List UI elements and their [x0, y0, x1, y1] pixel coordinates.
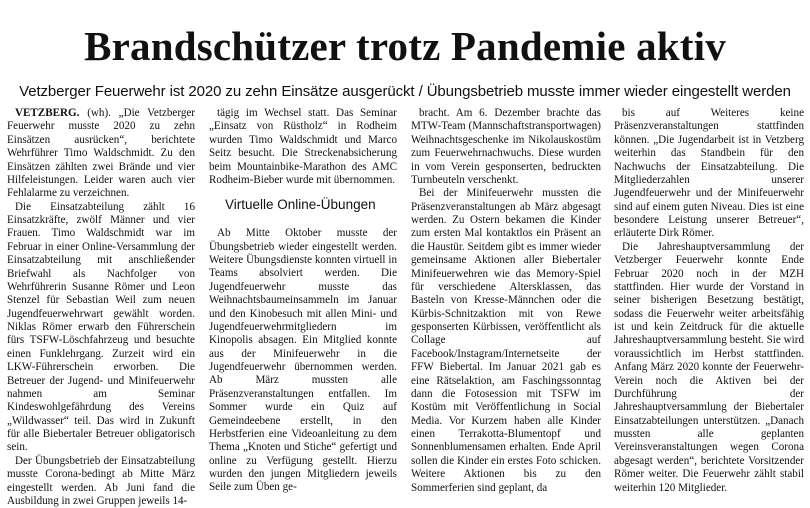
paragraph: bis auf Weiteres keine Präsenzveranstaltungen stattfinden können. „Die Jugendarbeit ist in Vetzberg weiterhin das Standbein für den Nachwuchs der Einsatzabteilung. Die Mitgliederzahlen unserer Jugendfeuerwehr und der Minifeuerwehr sind auf einem guten Niveau. Dies ist eine besondere Leistung unserer Betreuer“, erläuterte Dirk Römer. — [614, 107, 804, 240]
article-column-3 — [411, 107, 601, 495]
article-column-2 — [209, 107, 397, 495]
article-column-4 — [614, 107, 804, 495]
paragraph: Die Einsatzabteilung zählt 16 Einsatzkräfte, zwölf Männer und vier Frauen. Timo Waldschmidt war im Februar in einer Online-Versammlung der Einsatzabteilung mit anschließender Briefwahl als Nachfolger von Wehrführerin Susanne Römer und Leon Stenzel für Sebastian Weil zum neuen Jugendfeuerwehrwart gewählt worden. Niklas Römer erwarb den Führerschein fürs TSFW-Löschfahrzeug und besuchte einen Funklehrgang. Zurzeit wird ein LKW-Führerschein erworben. Die Betreuer der Jugend- und Minifeuerwehr nahmen am Seminar Kindeswohlgefährdung des Vereins „Wildwasser“ teil. Das wird in Zukunft für alle Biebertaler Betreuer obligatorisch sein. — [7, 200, 195, 454]
article-column-1 — [7, 107, 195, 508]
paragraph: Der Übungsbetrieb der Einsatzabteilung musste Corona-bedingt ab Mitte März eingestellt werden. Ab Juni fand die Ausbildung in zwei Gruppen jeweils 14- — [7, 454, 195, 507]
paragraph: tägig im Wechsel statt. Das Seminar „Einsatz von Rüstholz“ in Rodheim wurden Timo Waldschmidt und Marco Seitz besucht. Die Streckenabsicherung beim Mountainbike-Marathon des AMC Rodheim-Bieber wurde mit übernommen. — [209, 107, 397, 186]
paragraph: Die Jahreshauptversammlung der Vetzberger Feuerwehr konnte Ende Februar 2020 noch in der MZH stattfinden. Hier wurde der Vorstand in seiner bisherigen Besetzung bestätigt, sodass die Feuerwehr weiter arbeitsfähig ist und kein Zeitdruck für die aktuelle Jahreshauptversammlung besteht. Sie wird voraussichtlich im Herbst stattfinden. Anfang März 2020 konnte der Feuerwehr-Verein noch die Aktiven bei der Durchführung der Jahreshauptversammlung der Biebertaler Einsatzabteilungen unterstützen. „Danach mussten alle geplanten Vereinsveranstaltungen wegen Corona abgesagt werden“, berichtete Vorsitzender Römer weiter. Die Feuerwehr zählt stabil weiterhin 120 Mitglieder. — [614, 240, 804, 494]
dateline: VETZBERG. — [15, 107, 80, 119]
paragraph: bracht. Am 6. Dezember brachte das MTW-Team (Mannschaftstransportwagen) Weihnachtsgeschenke im Nikolauskostüm zum Feuerwehrnachwuchs. Diese wurden in vom Verein gesponserten, bedruckten Turnbeuteln verschenkt. — [411, 107, 601, 186]
section-heading: Virtuelle Online-Übungen — [225, 197, 376, 213]
article-subheadline: Vetzberger Feuerwehr ist 2020 zu zehn Einsätze ausgerückt / Übungsbetrieb musste immer wieder eingestellt werden — [19, 83, 791, 100]
paragraph: Ab Mitte Oktober musste der Übungsbetrieb wieder eingestellt werden. Weitere Übungsdienste konnten virtuell in Teams absolviert werden. Die Jugendfeuerwehr musste das Weihnachtsbaumeinsammeln im Januar und den Kinobesuch mit allen Mini- und Jugendfeuerwehrmitgliedern im Kinopolis absagen. Ein Mitglied konnte aus der Minifeuerwehr in die Jugendfeuerwehr übernommen werden. Ab März mussten alle Präsenzveranstaltungen entfallen. Im Sommer wurde ein Quiz auf Gemeindeebene erstellt, in den Herbstferien eine Videoanleitung zu dem Thema „Knoten und Stiche“ gefertigt und online zu Verfügung gestellt. Hierzu wurden den jungen Mitgliedern jeweils Seile zum Üben ge- — [209, 227, 397, 494]
paragraph-text: (wh). „Die Vetzberger Feuerwehr musste 2020 zu zehn Einsätzen ausrücken“, berichtete Wehrführer Timo Waldschmidt. Zu den Einsätzen zählten zwei Brände und vier Hilfeleistungen. Leider waren auch vier Fehlalarme zu verzeichnen. — [7, 107, 195, 200]
paragraph: Bei der Minifeuerwehr mussten die Präsenzveranstaltungen ab März abgesagt werden. Zu Ostern bekamen die Kinder zum ersten Mal kontaktlos ein Präsent an die Haustür. Seitdem gibt es immer wieder gemeinsame Aktionen aller Biebertaler Minifeuerwehren wie das Memory-Spiel für verschiedene Altersklassen, das Basteln von Kresse-Männchen oder die Kürbis-Schnitzaktion mit von Rewe gesponserten Kürbissen, veröffentlicht als Collage auf Facebook/Instagram/Internetseite der FFW Biebertal. Im Januar 2021 gab es eine Rätselaktion, am Faschingssonntag dann die Fotosession mit TSFW im Kostüm mit Veröffentlichung in Social Media. Vor Kurzem haben alle Kinder einen Terrakotta-Blumentopf und Sonnenblumensamen erhalten. Ende April sollen die Kinder ein erstes Foto schicken. Weitere Aktionen bis zu den Sommerferien sind geplant, da — [411, 187, 601, 494]
article-headline: Brandschützer trotz Pandemie aktiv — [84, 23, 726, 69]
paragraph-intro — [7, 107, 195, 201]
